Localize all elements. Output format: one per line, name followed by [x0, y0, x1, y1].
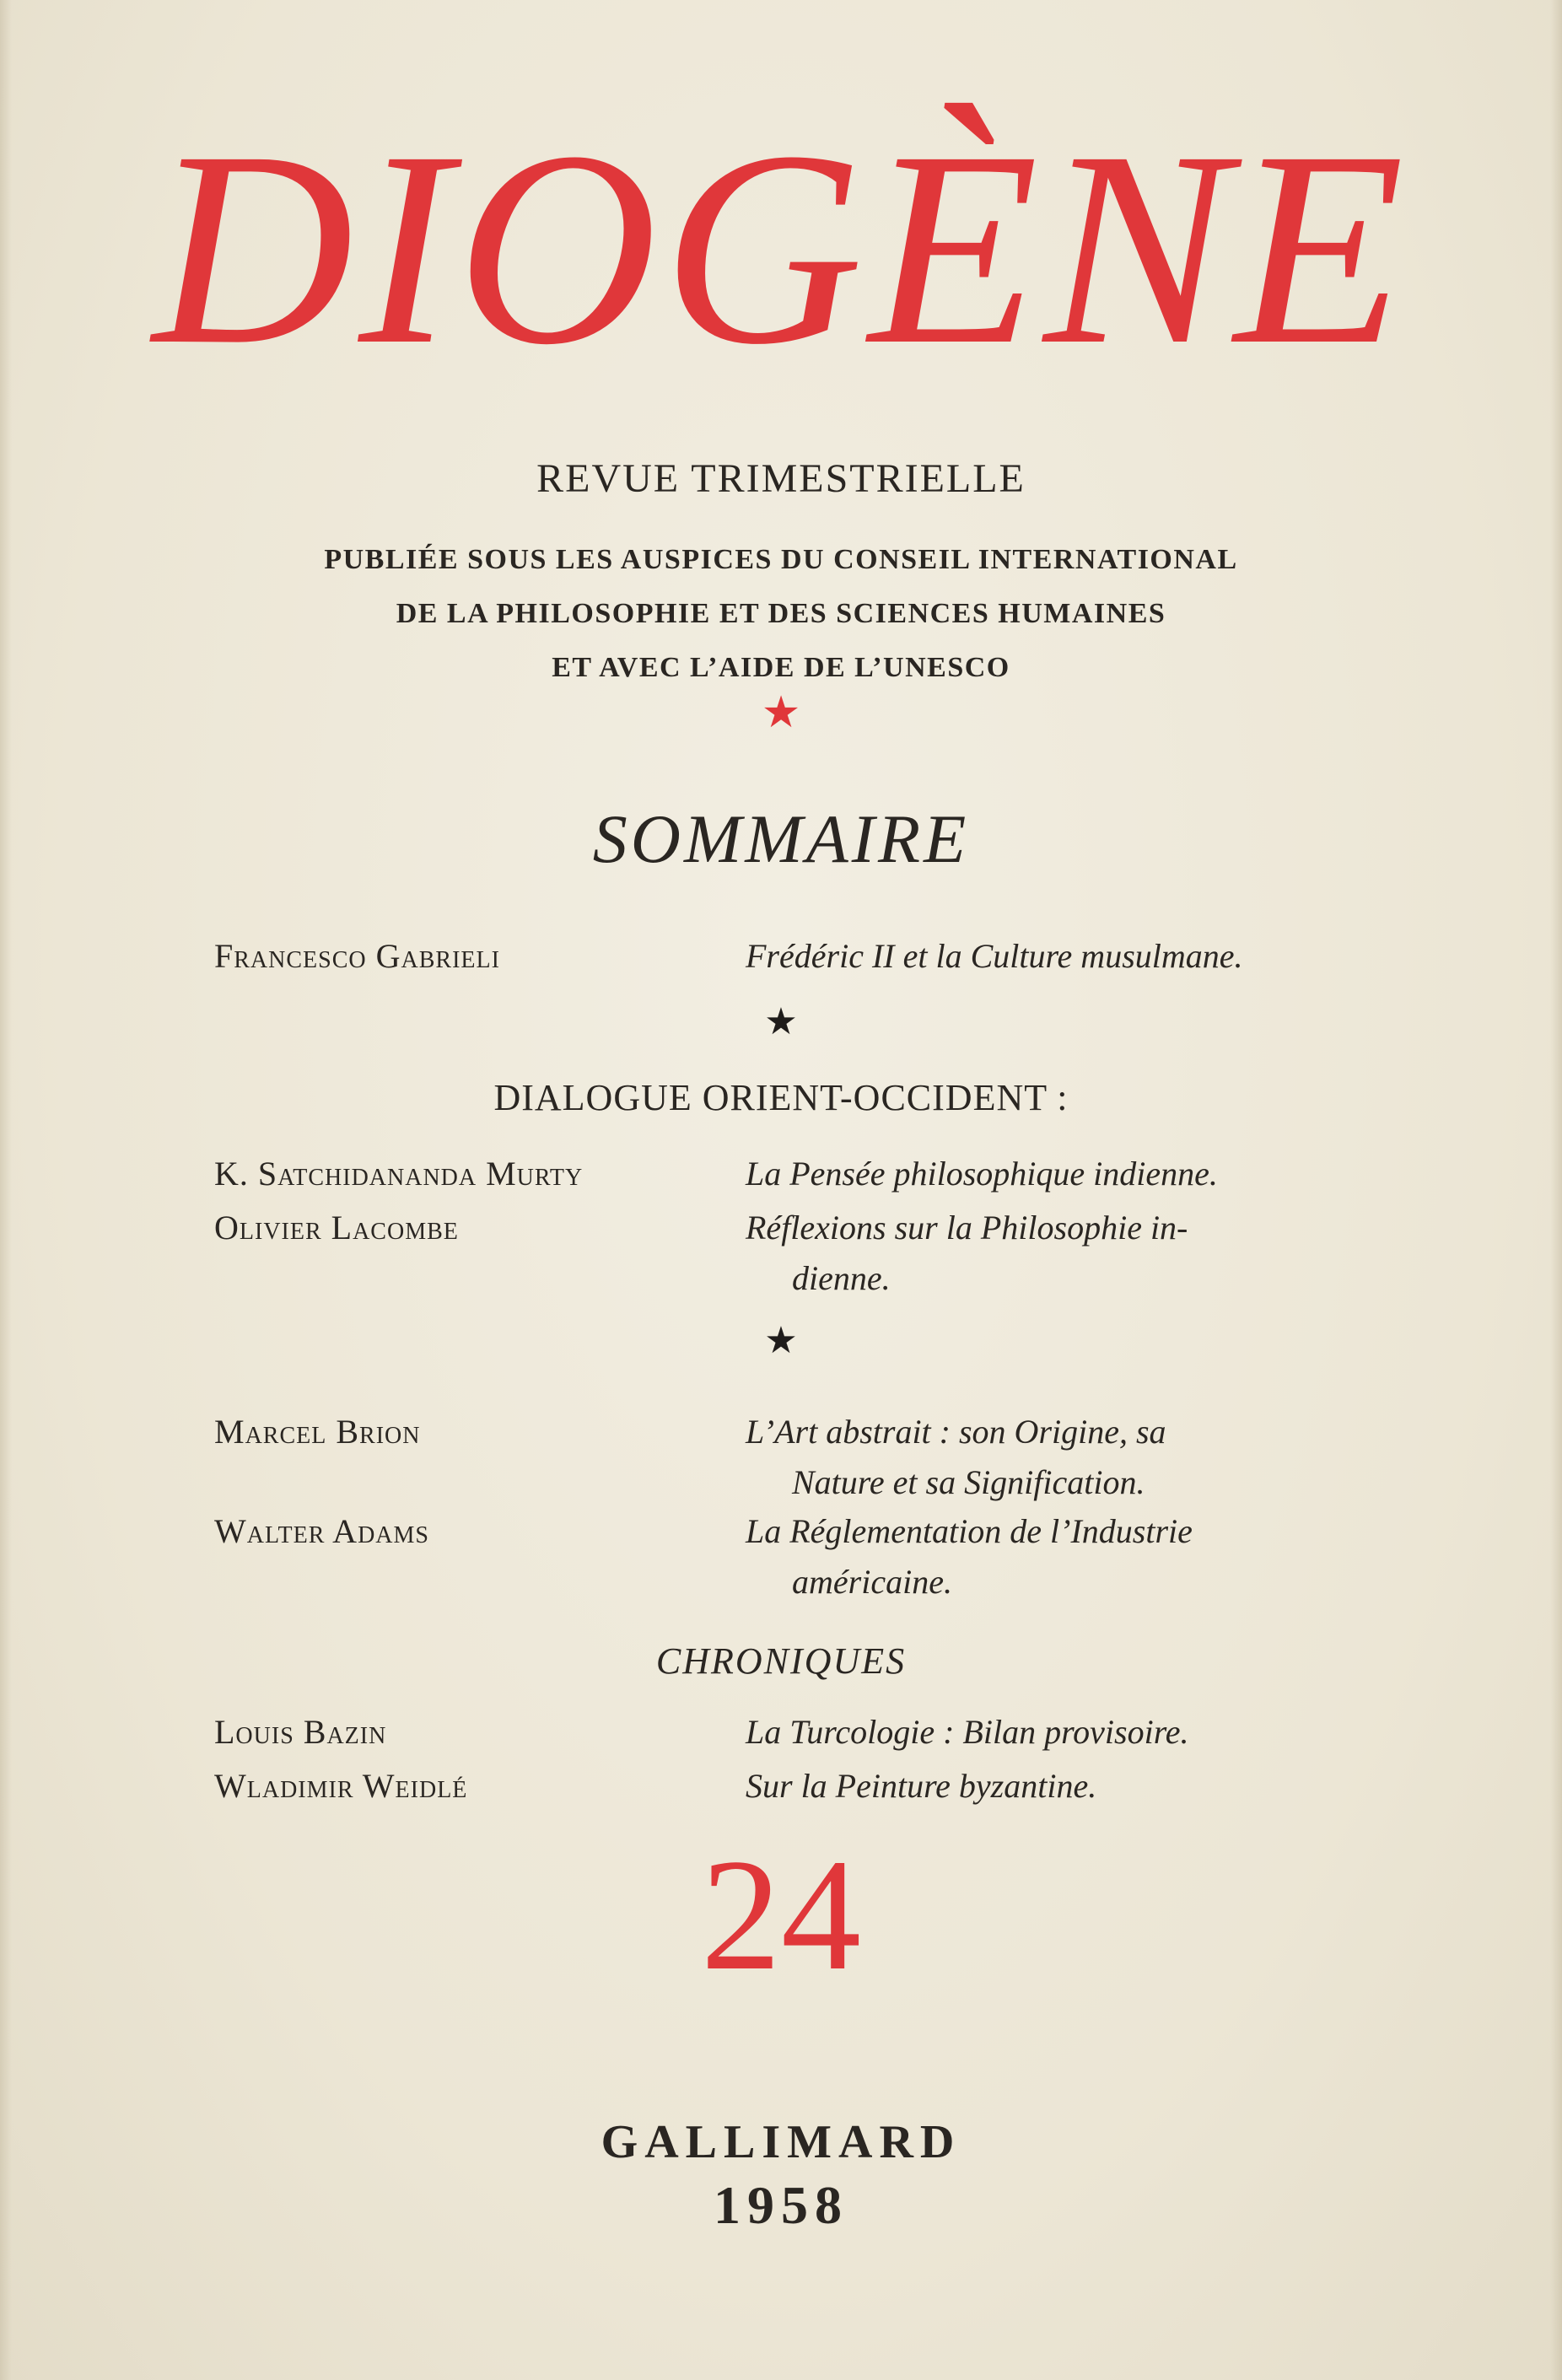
toc-title: Frédéric II et la Culture musulmane.: [746, 937, 1243, 975]
section-heading-dialogue: DIALOGUE ORIENT-OCCIDENT :: [493, 1077, 1069, 1118]
toc-author: K. Satchidananda Murty: [214, 1155, 584, 1193]
publisher-name: GALLIMARD: [601, 2116, 961, 2168]
toc-title-line: La Réglementation de l’Industrie: [746, 1512, 1193, 1550]
toc-title-continuation: Nature et sa Signification.: [792, 1463, 1145, 1501]
subtitle: REVUE TRIMESTRIELLE: [536, 456, 1026, 501]
chroniques-heading: CHRONIQUES: [655, 1640, 907, 1682]
toc-title: [746, 1407, 1380, 1508]
toc-author: Marcel Brion: [214, 1413, 421, 1451]
publication-year: 1958: [714, 2175, 848, 2235]
toc-author: Wladimir Weidlé: [214, 1767, 468, 1805]
black-star-ornament: ★: [764, 1320, 798, 1361]
toc-title: La Pensée philosophique indienne.: [746, 1155, 1218, 1193]
toc-author: Louis Bazin: [214, 1713, 387, 1751]
toc-author: Walter Adams: [214, 1512, 429, 1550]
toc-title-continuation: américaine.: [792, 1563, 952, 1601]
toc-author: Olivier Lacombe: [214, 1209, 459, 1247]
toc-title: [746, 1506, 1380, 1607]
auspices-line-1: PUBLIÉE SOUS LES AUSPICES DU CONSEIL INTERNATIONAL: [324, 544, 1238, 575]
toc-title: [746, 1203, 1380, 1304]
auspices-line-2: DE LA PHILOSOPHIE ET DES SCIENCES HUMAINES: [396, 598, 1166, 629]
sommaire-heading: SOMMAIRE: [592, 800, 970, 877]
black-star-ornament: ★: [764, 1001, 798, 1042]
auspices-line-3: ET AVEC L’AIDE DE L’UNESCO: [552, 652, 1010, 683]
toc-author: Francesco Gabrieli: [214, 937, 500, 975]
toc-title-line: L’Art abstrait : son Origine, sa: [746, 1413, 1166, 1451]
toc-title-continuation: dienne.: [792, 1259, 891, 1297]
masthead-title: DIOGÈNE: [152, 94, 1410, 402]
toc-title: La Turcologie : Bilan provisoire.: [746, 1713, 1189, 1751]
toc-title-line: Réflexions sur la Philosophie in-: [746, 1209, 1188, 1247]
red-star-ornament: ★: [761, 689, 801, 737]
toc-title: Sur la Peinture byzantine.: [746, 1767, 1097, 1805]
issue-number: 24: [701, 1827, 861, 2004]
